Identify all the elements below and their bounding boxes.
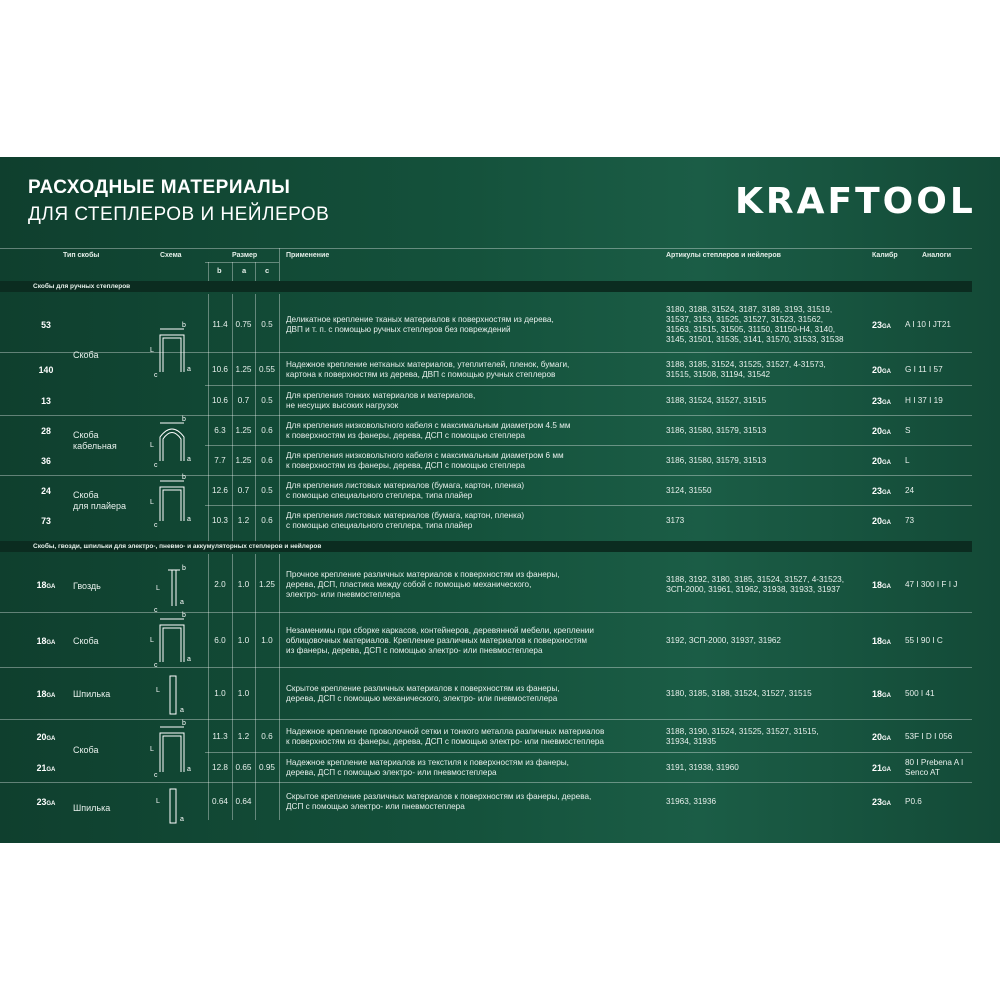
group-name-staple3: Скоба: [73, 745, 99, 755]
section-title-2: Скобы, гвозди, шпильки для электро-, пневмо- и аккумуляторных степлеров и нейлеров: [33, 543, 322, 550]
application-text: ДСП с помощью электро- или пневмостеплера: [286, 802, 465, 811]
staple-scheme-icon: [150, 720, 195, 779]
group-name-pin: Шпилька: [73, 689, 111, 699]
icon-label-a: a: [180, 599, 184, 606]
staple-type-ga: GA: [46, 735, 56, 742]
group-name-line: для плайера: [73, 501, 127, 511]
icon-label-b: b: [182, 565, 186, 572]
application-text: электро- или пневмостеплера: [286, 589, 401, 599]
caliber-ga: GA: [882, 490, 892, 496]
caliber-ga: GA: [882, 693, 892, 699]
icon-label-L: L: [156, 687, 160, 694]
analog: [905, 636, 943, 646]
icon-label-a: a: [187, 516, 191, 523]
article-numbers: 31515, 31508, 31194, 31542: [666, 369, 771, 379]
article-numbers: 3124, 31550: [666, 486, 712, 495]
application-text: Скрытое крепление различных материалов к поверхностям из фанеры,: [286, 684, 560, 693]
staple-type: [31, 732, 61, 742]
size-a: 1.0: [237, 689, 250, 698]
divider: [232, 262, 233, 281]
application-text: Надежное крепление проволочной сетки и тонкого металла различных материалов: [286, 726, 605, 736]
application-text: Для крепления листовых материалов (бумага, картон, пленка): [286, 481, 525, 490]
size-c: 0.5: [261, 486, 273, 495]
pin-scheme-icon: [150, 785, 195, 827]
divider: [255, 294, 256, 541]
article-numbers: 3188, 3185, 31524, 31525, 31527, 4-31573,: [666, 359, 826, 369]
divider: [0, 719, 972, 720]
analog: [905, 456, 910, 466]
staple-type: [31, 763, 61, 773]
header-b: b: [217, 266, 222, 275]
analog: [905, 516, 914, 526]
caliber: [872, 732, 891, 742]
caliber: [872, 456, 891, 466]
application-text: Деликатное крепление тканых материалов к поверхностям из дерева,: [286, 314, 554, 324]
caliber: [872, 763, 891, 773]
article-numbers: 3188, 31524, 31527, 31515: [666, 396, 767, 405]
icon-label-c: c: [154, 772, 158, 779]
size-c: 1.25: [259, 579, 275, 589]
size-b: 12.8: [212, 763, 228, 772]
article-numbers: 3180, 3185, 3188, 31524, 31527, 31515: [666, 689, 812, 698]
size-a: 0.7: [237, 396, 250, 405]
staple-scheme-icon: [150, 612, 195, 669]
size-c: 0.95: [259, 763, 275, 772]
analog: [905, 365, 943, 375]
icon-label-b: b: [182, 720, 186, 727]
article-numbers: ЗСП-2000, 31961, 31962, 31938, 31933, 31937: [666, 584, 841, 594]
caliber: [872, 320, 891, 330]
caliber-ga: GA: [882, 583, 892, 590]
article-numbers: 31563, 31515, 31505, 31150, 31150-H4, 3140,: [666, 324, 836, 334]
header-application: Применение: [286, 252, 330, 259]
staple-type: [31, 456, 61, 466]
staple-type: [31, 396, 61, 406]
divider: [205, 385, 972, 386]
size-b: 2.0: [214, 579, 226, 589]
size-b: 11.4: [212, 319, 228, 329]
application-text: Скрытое крепление различных материалов к поверхностям из фанеры, дерева,: [286, 792, 592, 801]
icon-label-b: b: [182, 416, 186, 423]
analog: [905, 320, 951, 330]
icon-label-b: b: [182, 322, 186, 329]
article-numbers: 31963, 31936: [666, 797, 717, 806]
size-a: 1.0: [237, 635, 250, 645]
analog-line: A I 10 I JT21: [905, 319, 951, 329]
caliber-number: 20: [872, 516, 883, 526]
brand-logo: KRAFTOOL: [735, 181, 976, 222]
divider: [208, 294, 209, 541]
divider: [205, 752, 972, 753]
icon-label-c: c: [154, 522, 158, 529]
analog-line: H I 37 I 19: [905, 396, 943, 405]
application-text: ДВП и т. п. с помощью ручных степлеров без повреждений: [286, 324, 511, 334]
application-text: Для крепления листовых материалов (бумага, картон, пленка): [286, 511, 525, 520]
application-text: к поверхностям из фанеры, дерева, ДСП с помощью электро- или пневмостеплера: [286, 736, 604, 746]
caliber-ga: GA: [882, 430, 892, 436]
analog: [905, 732, 952, 742]
size-a: 0.65: [235, 763, 252, 772]
article-numbers: 3191, 31938, 31960: [666, 763, 739, 772]
application-text: с помощью специального степлера, типа плайер: [286, 521, 473, 530]
caliber: [872, 486, 891, 496]
plier-staple-scheme-icon: [150, 474, 195, 529]
caliber-number: 23: [872, 396, 883, 406]
header-type: Тип скобы: [63, 252, 100, 259]
icon-label-c: c: [154, 607, 158, 614]
size-a: 1.25: [235, 456, 252, 465]
application-text: Надежное крепление материалов из текстиля к поверхностям из фанеры,: [286, 758, 569, 767]
divider: [0, 612, 972, 613]
staple-type-number: 23: [36, 797, 47, 807]
staple-type: [31, 426, 61, 436]
article-numbers: 3188, 3192, 3180, 3185, 31524, 31527, 4-31523,: [666, 574, 845, 584]
icon-label-a: a: [187, 456, 191, 463]
section-bar-1: [0, 281, 972, 292]
caliber-number: 20: [872, 456, 883, 466]
size-c: 0.5: [261, 396, 273, 405]
divider: [0, 782, 972, 783]
staple-type: [31, 516, 61, 526]
caliber-ga: GA: [882, 460, 892, 466]
icon-label-a: a: [187, 766, 191, 773]
caliber-ga: GA: [882, 801, 892, 807]
analog-line: S: [905, 426, 911, 435]
analog: [905, 758, 963, 778]
header-c: c: [265, 266, 270, 275]
analog-line: 47 I 300 I F I J: [905, 579, 958, 589]
caliber: [872, 580, 891, 590]
divider: [0, 475, 972, 476]
icon-label-L: L: [150, 442, 154, 449]
title-line-1: РАСХОДНЫЕ МАТЕРИАЛЫ: [28, 177, 291, 198]
group-name-plier: [73, 490, 126, 512]
staple-type: [31, 689, 61, 699]
size-a: 1.2: [237, 516, 250, 525]
icon-label-L: L: [150, 637, 154, 644]
article-numbers: 3192, ЗСП-2000, 31937, 31962: [666, 635, 781, 645]
size-b: 0.64: [212, 797, 228, 806]
application-text: с помощью специального степлера, типа плайер: [286, 491, 473, 500]
size-c: 0.6: [261, 731, 273, 741]
staple-type-ga: GA: [46, 583, 56, 590]
article-numbers: 31537, 3153, 31525, 31527, 31523, 31562,: [666, 314, 824, 324]
staple-type: [31, 320, 61, 330]
caliber: [872, 426, 891, 436]
icon-label-L: L: [156, 585, 160, 592]
staple-type-number: 140: [38, 364, 54, 375]
caliber-ga: GA: [882, 735, 892, 742]
divider: [205, 262, 279, 263]
staple-type-ga: GA: [46, 693, 56, 699]
divider: [0, 352, 972, 353]
icon-label-c: c: [154, 662, 158, 669]
icon-label-c: c: [154, 372, 158, 379]
size-b: 7.7: [214, 456, 226, 465]
icon-label-L: L: [156, 798, 160, 805]
application-text: дерева, ДСП с помощью электро- или пневмостеплера: [286, 768, 497, 777]
staple-type-number: 73: [41, 516, 51, 526]
caliber: [872, 365, 891, 375]
size-c: 0.6: [261, 516, 273, 525]
header-articles: Артикулы степлеров и нейлеров: [666, 252, 781, 259]
header-scheme: Схема: [160, 252, 182, 259]
catalog-panel: [0, 157, 1000, 843]
size-c: 0.6: [261, 426, 273, 435]
staple-type: [31, 797, 61, 807]
size-b: 6.3: [214, 426, 226, 435]
size-a: 1.2: [237, 731, 250, 741]
caliber-ga: GA: [882, 368, 892, 375]
staple-type-number: 13: [41, 396, 51, 406]
header-analogs: Аналоги: [922, 252, 952, 259]
size-c: 0.55: [259, 364, 275, 374]
staple-type-ga: GA: [46, 639, 56, 646]
size-a: 1.0: [237, 579, 250, 589]
application-text: облицовочных материалов. Крепление различных материалов к поверхностям: [286, 635, 588, 645]
header-a: a: [242, 266, 247, 275]
caliber: [872, 396, 891, 406]
staple-type-number: 20: [36, 731, 47, 742]
application-text: Для крепления низковольтного кабеля с максимальным диаметром 6 мм: [286, 451, 564, 460]
icon-label-a: a: [180, 707, 184, 714]
divider: [279, 294, 280, 541]
size-b: 10.6: [212, 364, 228, 374]
staple-type-ga: GA: [46, 767, 56, 773]
caliber-number: 18: [872, 579, 883, 590]
icon-label-L: L: [150, 746, 154, 753]
group-name-line: кабельная: [73, 441, 117, 451]
size-b: 11.3: [212, 731, 228, 741]
size-a: 0.75: [235, 319, 252, 329]
title-line-2: ДЛЯ СТЕПЛЕРОВ И НЕЙЛЕРОВ: [28, 204, 330, 225]
icon-label-L: L: [150, 347, 154, 354]
group-name-cable: [73, 430, 117, 452]
group-name-line: Скоба: [73, 430, 99, 440]
caliber-number: 21: [872, 763, 883, 773]
analog: [905, 689, 935, 699]
cable-staple-scheme-icon: [150, 416, 195, 469]
divider: [279, 554, 280, 820]
caliber-number: 20: [872, 731, 883, 742]
icon-label-L: L: [150, 499, 154, 506]
size-b: 1.0: [214, 689, 226, 698]
icon-label-a: a: [187, 656, 191, 663]
divider: [279, 248, 280, 281]
application-text: к поверхностям из фанеры, дерева, ДСП с помощью степлера: [286, 461, 525, 470]
application-text: дерева, ДСП, пластика между собой с помощью механического,: [286, 579, 532, 589]
staple-type-ga: GA: [46, 801, 56, 807]
group-name-pin2: Шпилька: [73, 803, 111, 813]
analog-line: G I 11 I 57: [905, 364, 943, 374]
caliber: [872, 797, 891, 807]
staple-type: [31, 486, 61, 496]
divider: [232, 294, 233, 541]
icon-label-a: a: [187, 366, 191, 373]
divider: [0, 667, 972, 668]
analog-line: P0.6: [905, 797, 922, 806]
size-a: 0.64: [235, 797, 252, 806]
size-c: 0.5: [261, 319, 273, 329]
article-numbers: 3173: [666, 516, 685, 525]
staple-type-number: 36: [41, 456, 51, 466]
analog: [905, 396, 943, 406]
caliber-number: 23: [872, 319, 883, 330]
analog: [905, 797, 922, 807]
caliber: [872, 516, 891, 526]
size-b: 10.3: [212, 516, 228, 525]
header-size: Размер: [232, 252, 258, 259]
staple-type-number: 24: [41, 486, 51, 496]
group-name-staple2: Скоба: [73, 636, 99, 646]
icon-label-a: a: [180, 816, 184, 823]
divider: [208, 262, 209, 281]
analog-line: 80 I Prebena A I: [905, 758, 964, 767]
application-text: не несущих высоких нагрузок: [286, 401, 399, 410]
analog-line: 500 I 41: [905, 689, 935, 698]
group-name-nail: Гвоздь: [73, 581, 101, 591]
group-name-line: Скоба: [73, 490, 99, 500]
analog-line: 53F I D I 056: [905, 731, 953, 741]
divider: [232, 554, 233, 820]
divider: [0, 248, 972, 249]
divider: [0, 415, 972, 416]
staple-scheme-icon: [150, 322, 195, 379]
staple-type-number: 21: [36, 763, 47, 773]
icon-label-c: c: [154, 462, 158, 469]
article-numbers: 3188, 3190, 31524, 31525, 31527, 31515,: [666, 726, 819, 736]
staple-type-number: 53: [41, 319, 51, 330]
staple-type: [31, 636, 61, 646]
nail-scheme-icon: [150, 562, 195, 612]
article-numbers: 3180, 3188, 31524, 3187, 3189, 3193, 31519,: [666, 304, 833, 314]
size-a: 0.7: [237, 486, 250, 495]
section-title-1: Скобы для ручных степлеров: [33, 283, 131, 290]
size-c: 1.0: [261, 635, 273, 645]
divider: [205, 445, 972, 446]
caliber: [872, 636, 891, 646]
caliber-ga: GA: [882, 323, 892, 330]
staple-type: [31, 580, 61, 590]
application-text: Прочное крепление различных материалов к поверхностям из фанеры,: [286, 569, 560, 579]
caliber-ga: GA: [882, 639, 892, 646]
article-numbers: 3186, 31580, 31579, 31513: [666, 426, 767, 435]
application-text: из фанеры, дерева, ДСП с помощью электро- или пневмостеплера: [286, 645, 543, 655]
analog-line: L: [905, 456, 910, 465]
size-c: 0.6: [261, 456, 273, 465]
analog: [905, 486, 914, 496]
staple-type-number: 28: [41, 426, 51, 436]
caliber-number: 23: [872, 486, 883, 496]
analog-line: Senco AT: [905, 768, 940, 777]
staple-type-number: 18: [36, 689, 47, 699]
pin-scheme-icon: [150, 672, 195, 717]
size-a: 1.25: [235, 426, 252, 435]
group-name-staple: Скоба: [73, 350, 99, 360]
application-text: Надежное крепление нетканых материалов, утеплителей, пленок, бумаги,: [286, 359, 570, 369]
size-b: 6.0: [214, 635, 226, 645]
application-text: картона к поверхностям из дерева, ДВП с помощью ручных степлеров: [286, 369, 556, 379]
caliber-ga: GA: [882, 520, 892, 526]
analog-line: 55 I 90 I C: [905, 635, 943, 645]
size-b: 10.6: [212, 396, 228, 405]
staple-type-number: 18: [36, 579, 47, 590]
application-text: Для крепления тонких материалов и материалов,: [286, 391, 476, 400]
article-numbers: 31934, 31935: [666, 736, 717, 746]
staple-type-number: 18: [36, 635, 47, 646]
divider: [208, 554, 209, 820]
divider: [205, 505, 972, 506]
size-a: 1.25: [235, 364, 252, 374]
caliber-number: 18: [872, 689, 883, 699]
caliber-ga: GA: [882, 767, 892, 773]
analog-line: 73: [905, 516, 915, 525]
caliber-ga: GA: [882, 400, 892, 406]
analog-line: 24: [905, 486, 915, 495]
caliber-number: 18: [872, 635, 883, 646]
icon-label-b: b: [182, 474, 186, 481]
header-caliber: Калибр: [872, 252, 898, 259]
size-b: 12.6: [212, 486, 228, 495]
application-text: Незаменимы при сборке каркасов, контейнеров, деревянной мебели, креплении: [286, 625, 594, 635]
divider: [255, 554, 256, 820]
article-numbers: 3186, 31580, 31579, 31513: [666, 456, 767, 465]
caliber-number: 20: [872, 364, 883, 375]
caliber-number: 23: [872, 797, 883, 807]
caliber: [872, 689, 891, 699]
caliber-number: 20: [872, 426, 883, 436]
article-numbers: 3145, 31501, 31535, 3141, 31570, 31533, 31538: [666, 334, 844, 344]
divider: [255, 262, 256, 281]
application-text: дерева, ДСП с помощью механического, электро- или пневмостеплера: [286, 694, 558, 703]
analog: [905, 426, 910, 436]
staple-type: [31, 365, 61, 375]
application-text: к поверхностям из фанеры, дерева, ДСП с помощью степлера: [286, 431, 525, 440]
application-text: Для крепления низковольтного кабеля с максимальным диаметром 4.5 мм: [286, 421, 571, 430]
analog: [905, 580, 957, 590]
icon-label-b: b: [182, 612, 186, 619]
